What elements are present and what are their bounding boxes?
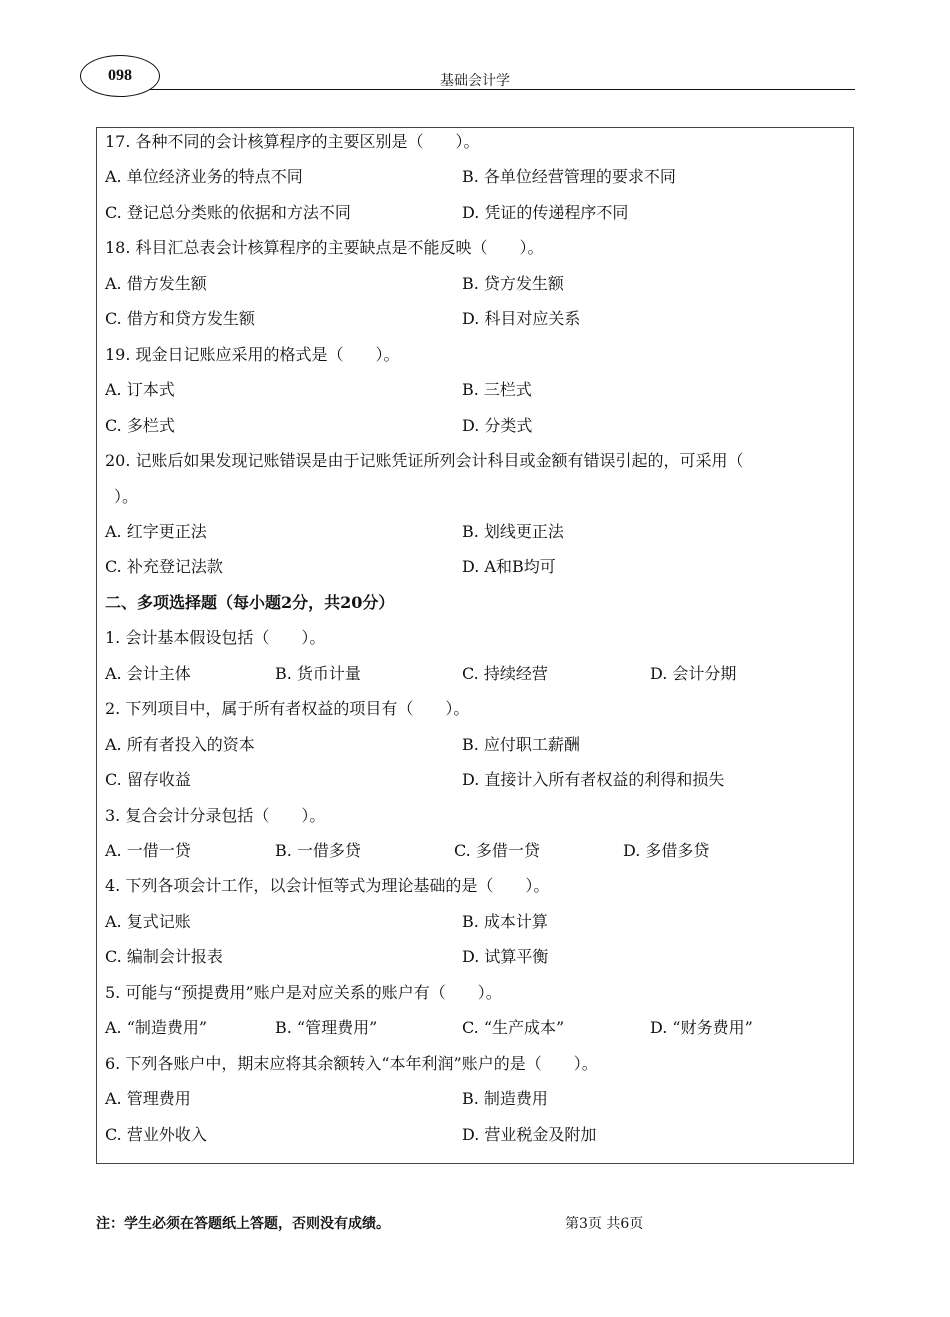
question-text: 3. 复合会计分录包括（ ）。 (105, 806, 326, 825)
exam-code: 098 (108, 67, 132, 84)
option-a: A. 订本式 (105, 380, 175, 399)
option-c: C. 营业外收入 (105, 1125, 207, 1144)
option-a: A. 借方发生额 (105, 274, 207, 293)
option-a: A. “制造费用” (105, 1018, 208, 1037)
option-a: A. 所有者投入的资本 (105, 735, 255, 754)
exam-code-badge (80, 55, 160, 97)
option-c: C. 持续经营 (462, 664, 548, 683)
option-c: C. 多栏式 (105, 416, 175, 435)
option-a: A. 复式记账 (105, 912, 191, 931)
question-text: 17. 各种不同的会计核算程序的主要区别是（ ）。 (105, 132, 480, 151)
option-b: B. 三栏式 (462, 380, 532, 399)
question-text: 19. 现金日记账应采用的格式是（ ）。 (105, 345, 400, 364)
option-d: D. 多借多贷 (623, 841, 710, 860)
option-a: A. 一借一贷 (105, 841, 191, 860)
question-text: 4. 下列各项会计工作，以会计恒等式为理论基础的是（ ）。 (105, 876, 550, 895)
option-c: C. 编制会计报表 (105, 947, 223, 966)
page-title: 基础会计学 (440, 73, 510, 89)
option-d: D. A和B均可 (462, 557, 556, 576)
option-c: C. 登记总分类账的依据和方法不同 (105, 203, 351, 222)
question-text: 2. 下列项目中，属于所有者权益的项目有（ ）。 (105, 699, 470, 718)
question-text: 18. 科目汇总表会计核算程序的主要缺点是不能反映（ ）。 (105, 238, 544, 257)
option-b: B. 成本计算 (462, 912, 548, 931)
question-text: 20. 记账后如果发现记账错误是由于记账凭证所列会计科目或金额有错误引起的，可采用（ (105, 451, 744, 470)
option-c: C. 借方和贷方发生额 (105, 309, 255, 328)
option-b: B. “管理费用” (275, 1018, 378, 1037)
option-d: D. “财务费用” (650, 1018, 753, 1037)
option-d: D. 直接计入所有者权益的利得和损失 (462, 770, 725, 789)
option-b: B. 一借多贷 (275, 841, 361, 860)
option-b: B. 制造费用 (462, 1089, 548, 1108)
option-b: B. 货币计量 (275, 664, 361, 683)
option-d: D. 凭证的传递程序不同 (462, 203, 629, 222)
option-c: C. 多借一贷 (454, 841, 540, 860)
option-c: C. 留存收益 (105, 770, 191, 789)
option-d: D. 科目对应关系 (462, 309, 581, 328)
question-text: 6. 下列各账户中，期末应将其余额转入“本年利润”账户的是（ ）。 (105, 1054, 598, 1073)
question-text: 5. 可能与“预提费用”账户是对应关系的账户有（ ）。 (105, 983, 502, 1002)
question-text: ）。 (114, 487, 139, 506)
question-text: 1. 会计基本假设包括（ ）。 (105, 628, 326, 647)
option-b: B. 贷方发生额 (462, 274, 564, 293)
option-d: D. 营业税金及附加 (462, 1125, 597, 1144)
footer-note: 注：学生必须在答题纸上答题，否则没有成绩。 (96, 1216, 390, 1232)
option-a: A. 单位经济业务的特点不同 (105, 167, 303, 186)
header-divider (98, 89, 855, 90)
option-d: D. 会计分期 (650, 664, 737, 683)
option-a: A. 红字更正法 (105, 522, 207, 541)
option-d: D. 试算平衡 (462, 947, 549, 966)
option-b: B. 应付职工薪酬 (462, 735, 580, 754)
option-c: C. “生产成本” (462, 1018, 565, 1037)
option-a: A. 会计主体 (105, 664, 191, 683)
option-a: A. 管理费用 (105, 1089, 191, 1108)
option-d: D. 分类式 (462, 416, 533, 435)
page-number: 第3页 共6页 (565, 1216, 644, 1232)
section-heading: 二、多项选择题（每小题2分，共20分） (105, 593, 395, 612)
option-c: C. 补充登记法款 (105, 557, 223, 576)
option-b: B. 划线更正法 (462, 522, 564, 541)
option-b: B. 各单位经营管理的要求不同 (462, 167, 676, 186)
